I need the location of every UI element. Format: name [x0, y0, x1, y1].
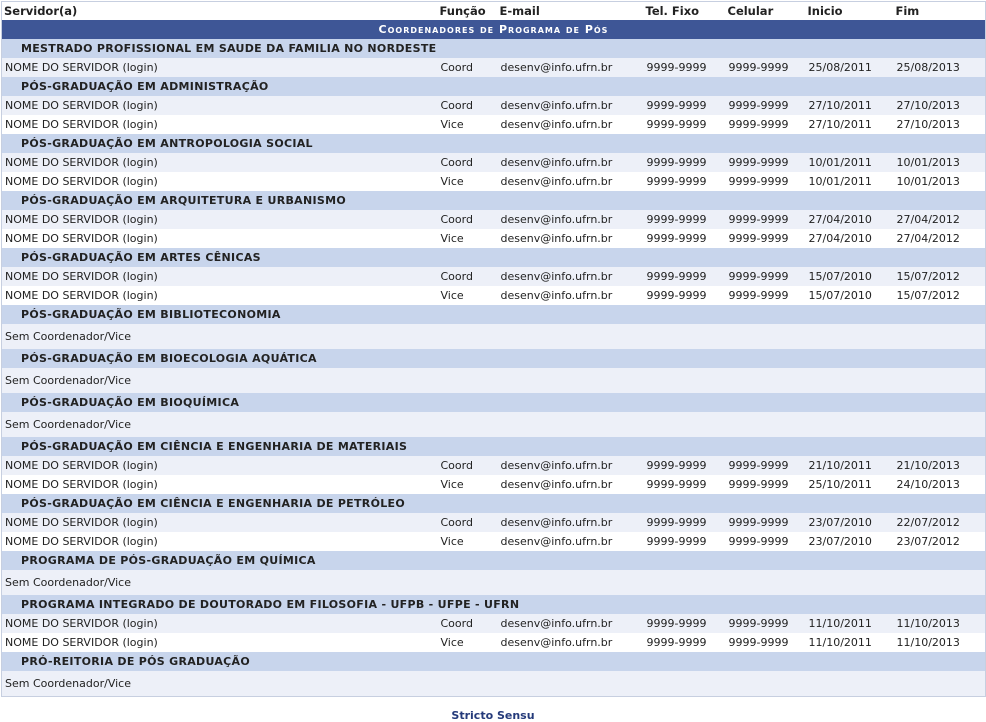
cell-fim: 11/10/2013	[894, 614, 986, 633]
cell-tel-fixo: 9999-9999	[644, 210, 726, 229]
cell-inicio: 27/10/2011	[806, 96, 894, 115]
cell-servidor: NOME DO SERVIDOR (login)	[2, 210, 438, 229]
cell-funcao: Coord	[438, 267, 498, 286]
cell-fim: 23/07/2012	[894, 532, 986, 551]
group-title: PÓS-GRADUAÇÃO EM BIBLIOTECONOMIA	[2, 305, 986, 324]
cell-tel-fixo: 9999-9999	[644, 153, 726, 172]
cell-fim: 27/10/2013	[894, 115, 986, 134]
table-row	[2, 286, 986, 305]
cell-servidor: NOME DO SERVIDOR (login)	[2, 96, 438, 115]
cell-tel-fixo: 9999-9999	[644, 532, 726, 551]
cell-funcao: Coord	[438, 153, 498, 172]
empty-group-text: Sem Coordenador/Vice	[2, 570, 986, 595]
cell-servidor: NOME DO SERVIDOR (login)	[2, 532, 438, 551]
cell-servidor: NOME DO SERVIDOR (login)	[2, 286, 438, 305]
empty-group-text: Sem Coordenador/Vice	[2, 324, 986, 349]
table-row	[2, 210, 986, 229]
cell-email: desenv@info.ufrn.br	[498, 58, 644, 77]
empty-group-row	[2, 412, 986, 437]
cell-funcao: Coord	[438, 456, 498, 475]
cell-tel-fixo: 9999-9999	[644, 58, 726, 77]
cell-fim: 22/07/2012	[894, 513, 986, 532]
cell-funcao: Vice	[438, 115, 498, 134]
cell-email: desenv@info.ufrn.br	[498, 267, 644, 286]
group-header-row	[2, 437, 986, 456]
col-header-servidor: Servidor(a)	[2, 2, 438, 20]
cell-celular: 9999-9999	[726, 153, 806, 172]
coordinators-table	[1, 1, 986, 697]
coordinators-panel	[1, 1, 985, 697]
cell-inicio: 23/07/2010	[806, 532, 894, 551]
group-header-row	[2, 393, 986, 412]
group-title: PÓS-GRADUAÇÃO EM BIOECOLOGIA AQUÁTICA	[2, 349, 986, 368]
cell-tel-fixo: 9999-9999	[644, 456, 726, 475]
table-row	[2, 96, 986, 115]
table-row	[2, 115, 986, 134]
table-row	[2, 513, 986, 532]
cell-celular: 9999-9999	[726, 229, 806, 248]
cell-celular: 9999-9999	[726, 633, 806, 652]
table-row	[2, 229, 986, 248]
footer	[0, 709, 986, 722]
cell-inicio: 11/10/2011	[806, 614, 894, 633]
cell-servidor: NOME DO SERVIDOR (login)	[2, 153, 438, 172]
table-header	[2, 2, 986, 20]
cell-fim: 25/08/2013	[894, 58, 986, 77]
group-title: PRÓ-REITORIA DE PÓS GRADUAÇÃO	[2, 652, 986, 671]
cell-fim: 27/04/2012	[894, 229, 986, 248]
col-header-inicio: Inicio	[806, 2, 894, 20]
cell-email: desenv@info.ufrn.br	[498, 614, 644, 633]
group-title: PÓS-GRADUAÇÃO EM ANTROPOLOGIA SOCIAL	[2, 134, 986, 153]
cell-inicio: 25/08/2011	[806, 58, 894, 77]
cell-email: desenv@info.ufrn.br	[498, 210, 644, 229]
table-row	[2, 456, 986, 475]
cell-inicio: 21/10/2011	[806, 456, 894, 475]
table-row	[2, 58, 986, 77]
cell-fim: 24/10/2013	[894, 475, 986, 494]
cell-servidor: NOME DO SERVIDOR (login)	[2, 115, 438, 134]
cell-inicio: 10/01/2011	[806, 153, 894, 172]
group-title: PÓS-GRADUAÇÃO EM CIÊNCIA E ENGENHARIA DE MATERIAIS	[2, 437, 986, 456]
table-row	[2, 475, 986, 494]
col-header-fim: Fim	[894, 2, 986, 20]
group-header-row	[2, 595, 986, 614]
cell-celular: 9999-9999	[726, 286, 806, 305]
cell-inicio: 27/04/2010	[806, 229, 894, 248]
cell-celular: 9999-9999	[726, 210, 806, 229]
cell-inicio: 27/10/2011	[806, 115, 894, 134]
cell-fim: 21/10/2013	[894, 456, 986, 475]
cell-servidor: NOME DO SERVIDOR (login)	[2, 475, 438, 494]
cell-celular: 9999-9999	[726, 172, 806, 191]
cell-servidor: NOME DO SERVIDOR (login)	[2, 456, 438, 475]
table-row	[2, 633, 986, 652]
cell-servidor: NOME DO SERVIDOR (login)	[2, 58, 438, 77]
cell-servidor: NOME DO SERVIDOR (login)	[2, 267, 438, 286]
group-header-row	[2, 77, 986, 96]
cell-email: desenv@info.ufrn.br	[498, 475, 644, 494]
cell-fim: 15/07/2012	[894, 286, 986, 305]
cell-servidor: NOME DO SERVIDOR (login)	[2, 633, 438, 652]
group-title: PÓS-GRADUAÇÃO EM CIÊNCIA E ENGENHARIA DE PETRÓLEO	[2, 494, 986, 513]
cell-email: desenv@info.ufrn.br	[498, 172, 644, 191]
group-title: PÓS-GRADUAÇÃO EM BIOQUÍMICA	[2, 393, 986, 412]
cell-inicio: 27/04/2010	[806, 210, 894, 229]
cell-email: desenv@info.ufrn.br	[498, 115, 644, 134]
cell-celular: 9999-9999	[726, 96, 806, 115]
cell-funcao: Coord	[438, 513, 498, 532]
col-header-tel-fixo: Tel. Fixo	[644, 2, 726, 20]
cell-email: desenv@info.ufrn.br	[498, 96, 644, 115]
group-header-row	[2, 305, 986, 324]
cell-inicio: 25/10/2011	[806, 475, 894, 494]
cell-tel-fixo: 9999-9999	[644, 267, 726, 286]
group-header-row	[2, 191, 986, 210]
table-row	[2, 267, 986, 286]
table-row	[2, 532, 986, 551]
empty-group-row	[2, 570, 986, 595]
group-title: PÓS-GRADUAÇÃO EM ADMINISTRAÇÃO	[2, 77, 986, 96]
cell-inicio: 15/07/2010	[806, 267, 894, 286]
cell-email: desenv@info.ufrn.br	[498, 532, 644, 551]
cell-tel-fixo: 9999-9999	[644, 96, 726, 115]
col-header-celular: Celular	[726, 2, 806, 20]
table-row	[2, 153, 986, 172]
table-row	[2, 614, 986, 633]
cell-fim: 27/10/2013	[894, 96, 986, 115]
cell-email: desenv@info.ufrn.br	[498, 229, 644, 248]
cell-funcao: Coord	[438, 210, 498, 229]
empty-group-row	[2, 324, 986, 349]
cell-email: desenv@info.ufrn.br	[498, 633, 644, 652]
cell-celular: 9999-9999	[726, 115, 806, 134]
cell-inicio: 10/01/2011	[806, 172, 894, 191]
cell-funcao: Vice	[438, 172, 498, 191]
cell-fim: 15/07/2012	[894, 267, 986, 286]
cell-fim: 10/01/2013	[894, 153, 986, 172]
cell-celular: 9999-9999	[726, 532, 806, 551]
cell-funcao: Vice	[438, 286, 498, 305]
empty-group-text: Sem Coordenador/Vice	[2, 671, 986, 697]
group-header-row	[2, 652, 986, 671]
cell-servidor: NOME DO SERVIDOR (login)	[2, 229, 438, 248]
cell-tel-fixo: 9999-9999	[644, 614, 726, 633]
cell-servidor: NOME DO SERVIDOR (login)	[2, 513, 438, 532]
cell-email: desenv@info.ufrn.br	[498, 286, 644, 305]
cell-fim: 11/10/2013	[894, 633, 986, 652]
cell-celular: 9999-9999	[726, 475, 806, 494]
cell-funcao: Vice	[438, 475, 498, 494]
cell-tel-fixo: 9999-9999	[644, 115, 726, 134]
col-header-email: E-mail	[498, 2, 644, 20]
cell-tel-fixo: 9999-9999	[644, 229, 726, 248]
group-title: PROGRAMA DE PÓS-GRADUAÇÃO EM QUÍMICA	[2, 551, 986, 570]
empty-group-row	[2, 368, 986, 393]
cell-celular: 9999-9999	[726, 614, 806, 633]
group-title: PÓS-GRADUAÇÃO EM ARQUITETURA E URBANISMO	[2, 191, 986, 210]
cell-servidor: NOME DO SERVIDOR (login)	[2, 172, 438, 191]
cell-funcao: Coord	[438, 614, 498, 633]
empty-group-text: Sem Coordenador/Vice	[2, 412, 986, 437]
cell-celular: 9999-9999	[726, 513, 806, 532]
table-row	[2, 172, 986, 191]
cell-funcao: Vice	[438, 532, 498, 551]
table-caption: Coordenadores de Programa de Pós	[378, 22, 609, 36]
cell-email: desenv@info.ufrn.br	[498, 456, 644, 475]
cell-tel-fixo: 9999-9999	[644, 633, 726, 652]
cell-servidor: NOME DO SERVIDOR (login)	[2, 614, 438, 633]
cell-funcao: Coord	[438, 96, 498, 115]
cell-inicio: 23/07/2010	[806, 513, 894, 532]
cell-celular: 9999-9999	[726, 456, 806, 475]
stricto-sensu-link[interactable]: Stricto Sensu	[451, 709, 535, 722]
group-title: PÓS-GRADUAÇÃO EM ARTES CÊNICAS	[2, 248, 986, 267]
group-header-row	[2, 134, 986, 153]
cell-fim: 10/01/2013	[894, 172, 986, 191]
cell-celular: 9999-9999	[726, 58, 806, 77]
cell-fim: 27/04/2012	[894, 210, 986, 229]
group-header-row	[2, 349, 986, 368]
cell-funcao: Vice	[438, 229, 498, 248]
cell-inicio: 15/07/2010	[806, 286, 894, 305]
empty-group-text: Sem Coordenador/Vice	[2, 368, 986, 393]
group-header-row	[2, 551, 986, 570]
cell-funcao: Coord	[438, 58, 498, 77]
cell-tel-fixo: 9999-9999	[644, 475, 726, 494]
cell-tel-fixo: 9999-9999	[644, 172, 726, 191]
cell-tel-fixo: 9999-9999	[644, 286, 726, 305]
cell-email: desenv@info.ufrn.br	[498, 153, 644, 172]
empty-group-row	[2, 671, 986, 697]
cell-funcao: Vice	[438, 633, 498, 652]
group-header-row	[2, 39, 986, 58]
cell-inicio: 11/10/2011	[806, 633, 894, 652]
group-title: MESTRADO PROFISSIONAL EM SAUDE DA FAMILIA NO NORDESTE	[2, 39, 986, 58]
cell-tel-fixo: 9999-9999	[644, 513, 726, 532]
cell-email: desenv@info.ufrn.br	[498, 513, 644, 532]
group-header-row	[2, 248, 986, 267]
group-title: PROGRAMA INTEGRADO DE DOUTORADO EM FILOSOFIA - UFPB - UFPE - UFRN	[2, 595, 986, 614]
col-header-funcao: Função	[438, 2, 498, 20]
table-body	[2, 39, 986, 697]
cell-celular: 9999-9999	[726, 267, 806, 286]
group-header-row	[2, 494, 986, 513]
